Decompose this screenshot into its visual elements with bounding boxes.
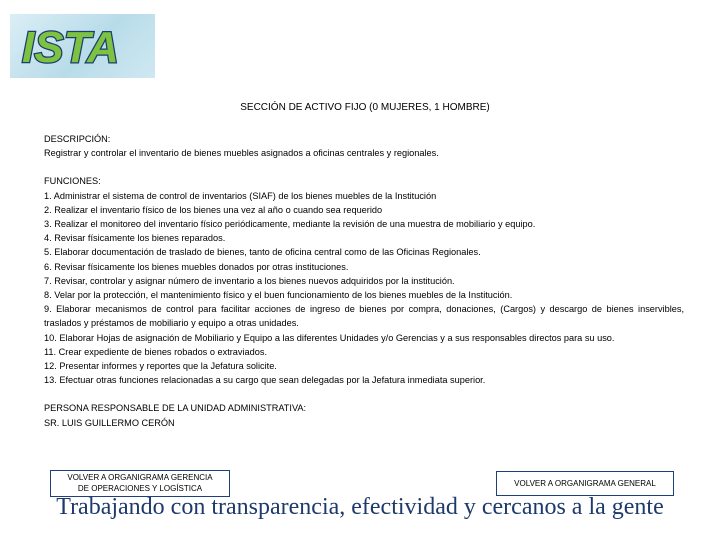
responsible-name: SR. LUIS GUILLERMO CERÓN (44, 417, 175, 428)
function-item: 11. Crear expediente de bienes robados o extraviados. (44, 346, 268, 357)
footer-slogan: Trabajando con transparencia, efectividad y cercanos a la gente (56, 494, 664, 520)
content-body (44, 132, 684, 430)
function-item: 4. Revisar físicamente los bienes reparados. (44, 233, 226, 244)
responsible-heading: PERSONA RESPONSABLE DE LA UNIDAD ADMINISTRATIVA: (44, 403, 307, 414)
button-label-line1: VOLVER A ORGANIGRAMA GERENCIA (67, 473, 213, 482)
function-item: 7. Revisar, controlar y asignar número de inventario a los bienes nuevos adquiridos por la institución. (44, 275, 455, 286)
ista-logo-icon (18, 22, 148, 70)
ista-logo (10, 14, 155, 78)
back-to-general-chart-button[interactable]: VOLVER A ORGANIGRAMA GENERAL (496, 471, 674, 496)
function-item: 5. Elaborar documentación de traslado de bienes, tanto de oficina central como de las Oficinas Regionales. (44, 247, 481, 258)
function-item: 8. Velar por la protección, el mantenimiento físico y el buen funcionamiento de los bienes muebles de la Institución. (44, 290, 513, 301)
functions-heading: FUNCIONES: (44, 176, 101, 187)
function-item: 6. Revisar físicamente los bienes muebles donados por otras instituciones. (44, 261, 349, 272)
description-text: Registrar y controlar el inventario de bienes muebles asignados a oficinas centrales y regionales. (44, 148, 439, 159)
function-item: 3. Realizar el monitoreo del inventario físico periódicamente, mediante la revisión de una muestra de mobiliario y equipo. (44, 219, 536, 230)
function-item: 13. Efectuar otras funciones relacionadas a su cargo que sean delegadas por la Jefatura inmediata superior. (44, 375, 486, 386)
section-title: SECCIÓN DE ACTIVO FIJO (0 MUJERES, 1 HOMBRE) (240, 102, 490, 113)
function-item: 9. Elaborar mecanismos de control para facilitar acciones de ingreso de bienes por compra, donaciones, (Cargos) y descargo de bienes inservibles, traslados y préstamos de mobiliario y equipo a otras unidades. (44, 304, 684, 329)
back-to-management-chart-button[interactable] (50, 470, 230, 497)
description-heading: DESCRIPCIÓN: (44, 134, 111, 144)
svg-text:ISTA: ISTA (22, 23, 119, 70)
function-item: 2. Realizar el inventario físico de los bienes una vez al año o cuando sea requerido (44, 204, 383, 215)
button-label-line2: DE OPERACIONES Y LOGÍSTICA (77, 484, 203, 493)
function-item: 12. Presentar informes y reportes que la Jefatura solicite. (44, 361, 277, 372)
function-item: 1. Administrar el sistema de control de inventarios (SIAF) de los bienes muebles de la Institución (44, 190, 437, 201)
function-item: 10. Elaborar Hojas de asignación de Mobiliario y Equipo a las diferentes Unidades y/o Gerencias y a sus responsables directos para su uso. (44, 332, 615, 343)
